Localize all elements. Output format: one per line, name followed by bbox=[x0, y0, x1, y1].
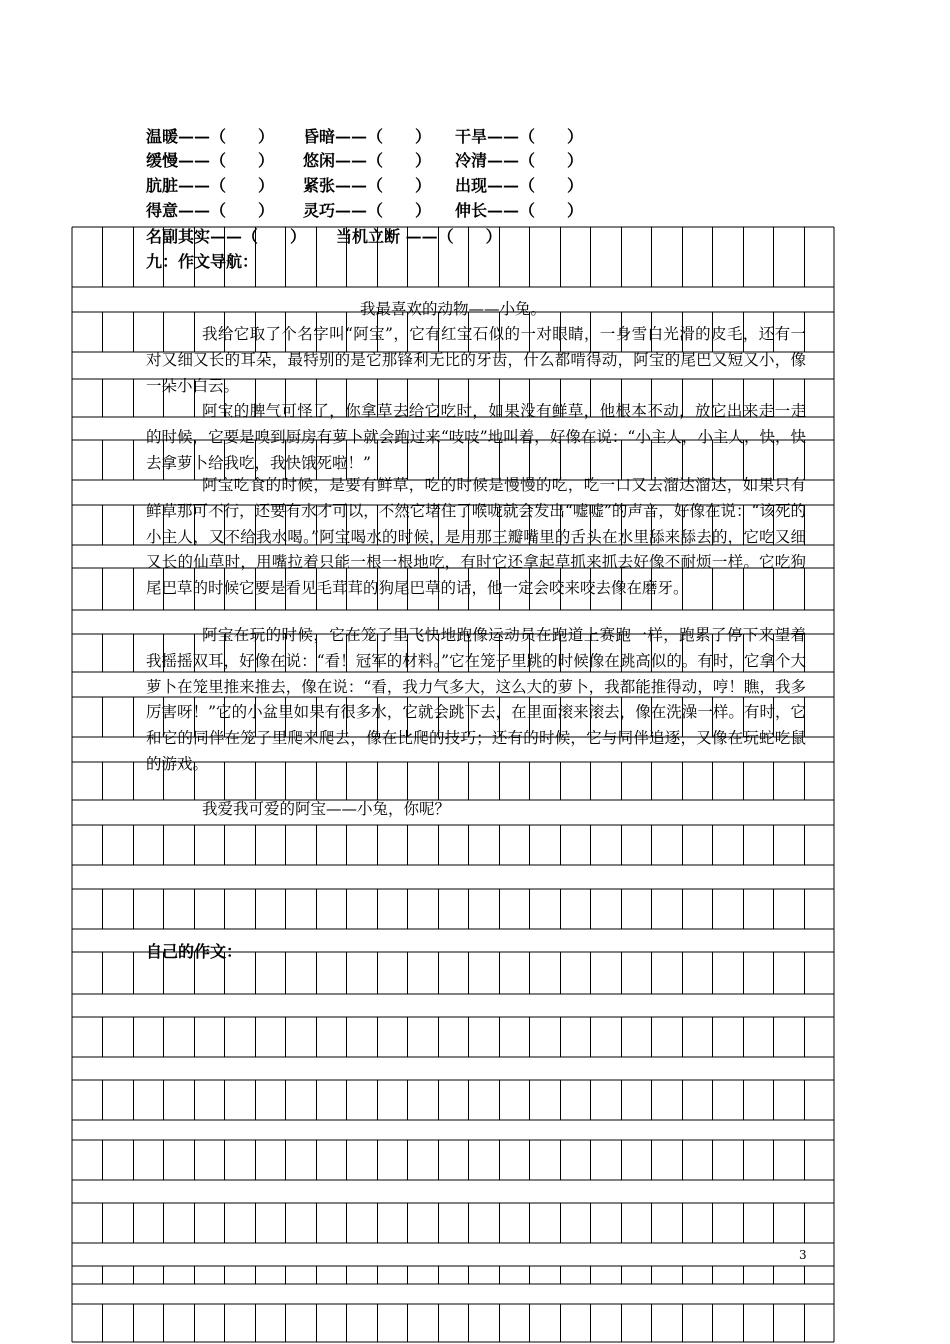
antonym-item: 悠闲——（ ） bbox=[303, 151, 432, 170]
essay-paragraph: 阿宝的脾气可怪了，你拿草去给它吃时，如果没有鲜草，他根本不动，放它出来走一走的时候，它要是嗅到厨房有萝卜就会跑过来“吱吱”地叫着，好像在说：“小主人，小主人，快，快去拿萝卜给我吃，我快饿死啦！” bbox=[146, 402, 806, 472]
antonym-item: 伸长——（ ） bbox=[455, 201, 584, 220]
antonym-item: 肮脏——（ ） bbox=[146, 176, 275, 195]
idiom-item: 当机立断 ——（ ） bbox=[336, 227, 502, 246]
essay-paragraph: 阿宝在玩的时候，它在笼子里飞快地跑像运动员在跑道上赛跑一样，跑累了停下来望着我摇摇双耳，好像在说：“看！冠军的材料。”它在笼子里跳的时候像在跳高似的。有时，它拿个大萝卜在笼里推来推去，像在说：“看，我力气多大，这么大的萝卜，我都能推得动，哼！瞧，我多厉害呀！”它的小盆里如果有很多水，它就会跳下去，在里面滚来滚去，像在洗澡一样。有时，它和它的同伴在笼子里爬来爬去，像在比爬的技巧；还有的时候，它与同伴追逐，又像在玩蛇吃鼠的游戏。 bbox=[146, 626, 806, 773]
essay-paragraph: 阿宝吃食的时候，是要有鲜草，吃的时候是慢慢的吃，吃一口又去溜达溜达，如果只有鲜草那可不行，还要有水才可以，不然它堵住了喉咙就会发出“嘘嘘”的声音，好像在说：“该死的小主人，又不给我水喝。”阿宝喝水的时候，是用那三瓣嘴里的舌头在水里舔来舔去的，它吃又细又长的仙草时，用嘴拉着只能一根一根地吃，有时它还拿起草抓来抓去好像不耐烦一样。它吃狗尾巴草的时候它要是看见毛茸茸的狗尾巴草的话，他一定会咬来咬去像在磨牙。 bbox=[146, 476, 806, 598]
antonym-item: 灵巧——（ ） bbox=[303, 201, 432, 220]
antonym-item: 昏暗——（ ） bbox=[303, 127, 432, 146]
idiom-item: 名副其实——（ ） bbox=[146, 227, 307, 246]
essay-title: 我最喜欢的动物——小兔。 bbox=[360, 300, 547, 318]
antonym-item: 干旱——（ ） bbox=[455, 127, 584, 146]
page-number: 3 bbox=[799, 1248, 807, 1262]
own-essay-heading: 自己的作文： bbox=[146, 942, 243, 961]
antonym-item: 缓慢——（ ） bbox=[146, 151, 275, 170]
antonym-item: 紧张——（ ） bbox=[303, 176, 432, 195]
essay-paragraph: 我给它取了个名字叫“阿宝”，它有红宝石似的一对眼睛，一身雪白光滑的皮毛，还有一对又细又长的耳朵，最特别的是它那锋利无比的牙齿，什么都啃得动，阿宝的尾巴又短又小，像一朵小白云。 bbox=[146, 325, 806, 395]
antonym-item: 温暖——（ ） bbox=[146, 127, 275, 146]
antonym-item: 冷清——（ ） bbox=[455, 151, 584, 170]
essay-paragraph: 我爱我可爱的阿宝——小兔，你呢？ bbox=[202, 800, 451, 818]
antonym-item: 出现——（ ） bbox=[455, 176, 584, 195]
antonym-item: 得意——（ ） bbox=[146, 201, 275, 220]
section-9-heading: 九：作文导航： bbox=[146, 252, 259, 271]
